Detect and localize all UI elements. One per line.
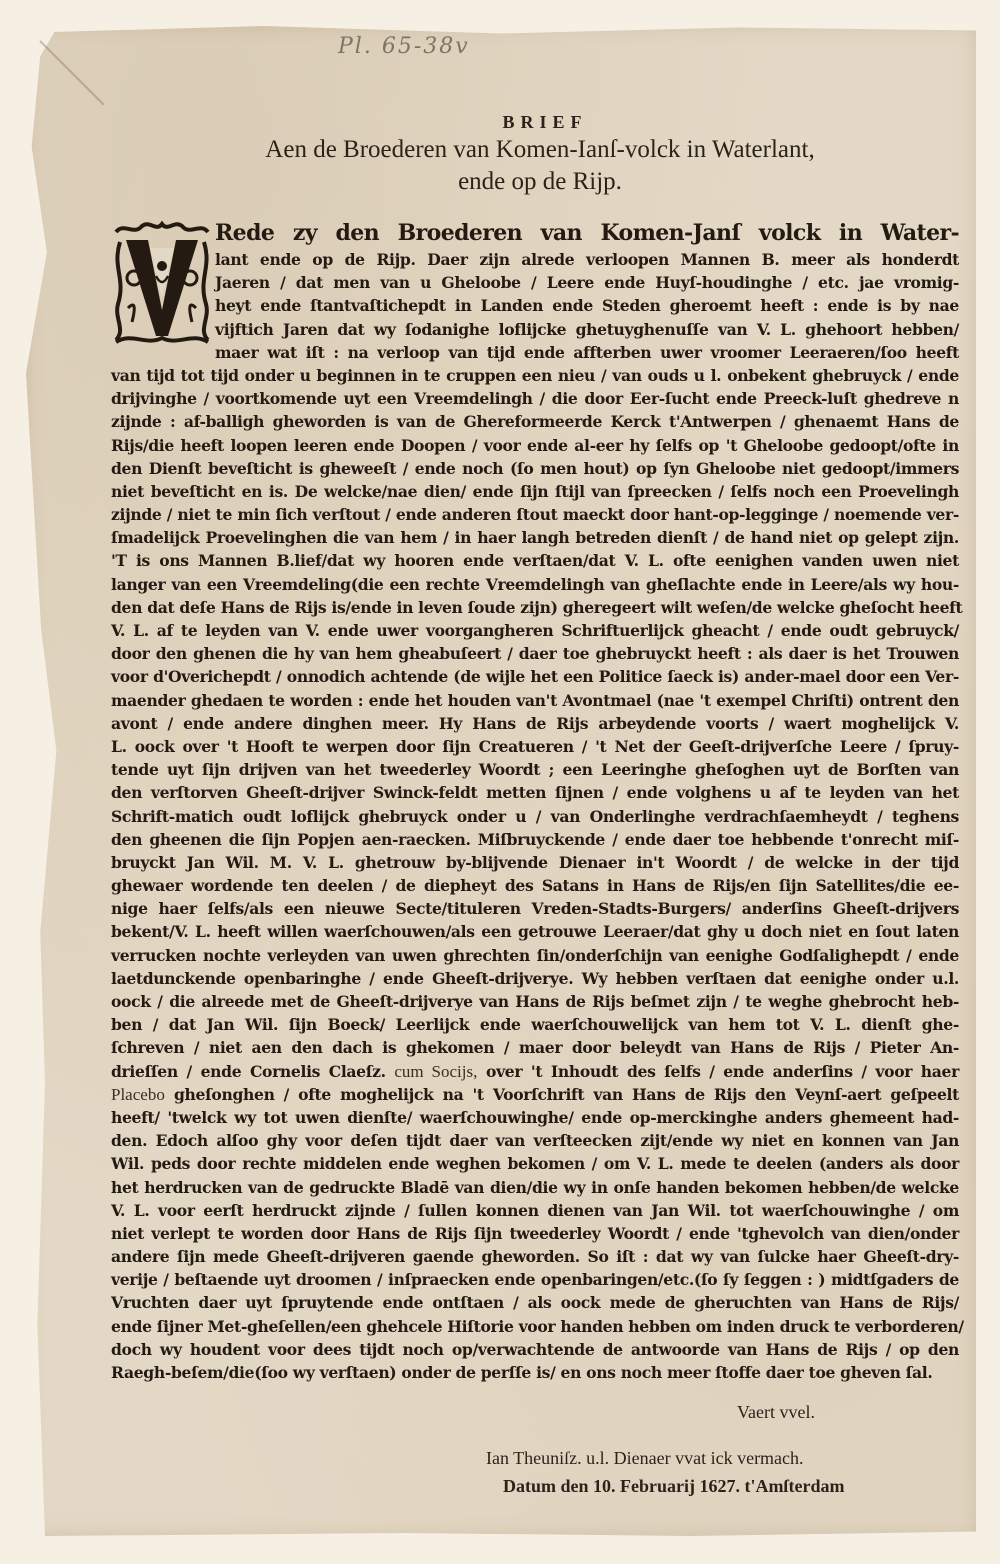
body-line: drieſſen / ende Cornelis Claeſz. cum Socijs, over 't Inhoudt des ſelfs / ende anderſins / voor haer <box>111 1061 959 1081</box>
body-line: Raegh-beſem/die(ſoo wy verſtaen) onder de perſſe is/ en ons noch meer ſtoffe daer toe gheven ſal. <box>111 1363 933 1382</box>
body-line: ſchreven / niet aen den dach is ghekomen / maer door beleydt van Hans de Rijs / Pieter An- <box>111 1038 959 1058</box>
body-line: voor d'Overichepdt / onnodich achtende (de wijle het een Politice ſaeck is) ander-mael door een Ver- <box>111 667 959 687</box>
farewell: Vaert vvel. <box>737 1402 815 1422</box>
title-block <box>150 112 930 197</box>
body-line: niet verlept te worden door Hans de Rijs ſijn tweederley Woordt / ende 'tghevolch van dien/onder <box>111 1223 959 1243</box>
body-line: Placebo gheſonghen / ofte moghelijck na 't Voorſchrift van Hans de Rijs den Veynſ-aert geſpeelt <box>111 1084 959 1104</box>
body-line: bruyckt Jan Wil. M. V. L. ghetrouw by-blijvende Dienaer in't Woordt / de welcke in der tijd <box>111 852 959 872</box>
body-line: zijnde : af-balligh gheworden is van de Ghereformeerde Kerck t'Antwerpen / ghenaemt Hans de <box>111 412 959 432</box>
body-line: ende ſijner Met-gheſellen/een ghehcele Hiſtorie voor handen hebben om inden druck te verborderen/ <box>111 1316 964 1336</box>
body-line: den Dienſt beveſticht is gheweeſt / ende noch (ſo men hout) op ſyn Gheloobe niet gedoopt/immers <box>111 458 959 478</box>
body-line: laetdunckende openbaringhe / ende Gheeſt-drijverye. Wy hebben verſtaen dat eenighe onder u.l. <box>111 968 959 988</box>
body-line: V. L. af te leyden van V. ende uwer voorgangheren Schriftuerlijck gheacht / ende oudt gebruyck/ <box>111 621 959 640</box>
body-line: Jaeren / dat men van u Gheloobe / Leere ende Huyſ-houdinghe / etc. jae vromig- <box>215 273 959 293</box>
body-line: door den ghenen die hy van hem gheabuſeert / daer toe ghebruyckt heeft : als daer is het Trouwen <box>111 644 959 664</box>
body-line: ſmadelijck Proevelinghen die van hem / in haer langh betreden dienſt / de hand niet op gelept zijn. <box>111 528 959 548</box>
body-line: van tijd tot tijd onder u beginnen in te cruppen een nieu / van ouds u l. onbekent ghebruyck / ende <box>111 365 959 385</box>
roman-type-phrase: Placebo <box>111 1084 165 1104</box>
body-line: verrucken nochte verleyden van uwen ghrechten ſin/onderſchijn van eenighe Godſalighepdt / ende <box>111 945 959 965</box>
body-line: ben / dat Jan Wil. ſijn Boeck/ Leerlijck ende waerſchouwelijck van hem tot V. L. dienſt ghe- <box>111 1015 959 1035</box>
body-line: vijftich Jaren dat wy ſodanighe loflijcke ghetuyghenuſſe van V. L. ghehoort hebben/ <box>215 319 959 339</box>
body-line: doch wy houdent voor dees tijdt noch op/verwachtende de antwoorde van Hans de Rijs / op den <box>111 1339 959 1359</box>
body-line: Vruchten daer uyt ſpruytende ende ontſtaen / als oock mede de gheruchten van Hans de Rijs/ <box>111 1293 959 1313</box>
body-line: 'T is ons Mannen B.lief/dat wy hooren ende verſtaen/dat V. L. ofte eenighen vanden uwen niet <box>111 551 959 571</box>
body-line: den dat deſe Hans de Rijs is/ende in leven ſoude zijn) gheregeert wilt weſen/de welcke gheſocht heeft <box>111 597 963 617</box>
body-line: nige haer ſelfs/als een nieuwe Secte/tituleren Vreden-Stadts-Burgers/ anderſins Gheeſt-drijvers <box>111 899 959 919</box>
body-line: bekent/V. L. heeft willen waerſchouwen/als een getrouwe Leeraer/dat ghy u doch niet en ſout laten <box>111 922 959 942</box>
title-line-2: ende op de Rijp. <box>458 168 622 195</box>
body-line: maer wat iſt : na verloop van tijd ende affterben uwer vroomer Leeraeren/ſoo heeft <box>215 342 959 362</box>
signature: Ian Theuniſz. u.l. Dienaer vvat ick vermach. <box>486 1448 804 1468</box>
body-line: maender ghedaen te worden : ende het houden van't Avontmael (nae 't exempel Chriſti) ontrent den <box>111 690 959 710</box>
body-line: het herdrucken van de gedruckte Bladē van dien/die wy in onſe handen bekomen hebben/de welcke <box>111 1177 959 1197</box>
body-line: Wil. peds door rechte middelen ende weghen bekomen / om V. L. mede te deelen (anders als door <box>111 1154 959 1174</box>
body-line: L. oock over 't Hooft te werpen door ſijn Creatueren / 't Net der Geeſt-drijverſche Leere / ſpruy- <box>111 736 959 756</box>
body-line: Rijs/die heeft loopen leeren ende Doopen / voor ende al-eer hy ſelfs op 't Gheloobe gedoopt/ofte in <box>111 435 959 455</box>
body-line: den verſtorven Gheeſt-drijver Swinck-feldt metten ſijnen / ende volghens u af te leyden van het <box>111 783 959 803</box>
body-line: niet beveſticht en is. De welcke/nae dien/ ende ſijn ſtijl van ſpreecken / ſelfs noch een Proevelingh <box>111 481 959 501</box>
body-line: Schrift-matich oudt loflijck ghebruyck onder u / van Onderlinghe verdrachſaemheydt / teghens <box>111 806 959 826</box>
roman-type-phrase: cum Socijs, <box>394 1061 478 1081</box>
body-line: verije / beſtaende uyt droomen / inſpraecken ende openbaringen/etc.(ſo ſy ſeggen : ) midtſgaders de <box>111 1270 959 1290</box>
title-heading: BRIEF <box>502 112 588 132</box>
body-line: drijvinghe / voortkomende uyt een Vreemdelingh / die door Eer-ſucht ende Preeck-luſt ghedreve n <box>111 389 959 409</box>
body-line: oock / die alreede met de Gheeſt-drijverye van Hans de Rijs beſmet zijn / te weghe ghebrocht heb- <box>111 992 959 1011</box>
pencil-shelfmark: Pl. 65-38v <box>338 34 470 59</box>
body-line: ghewaer wordende ten deelen / de diepheyt des Satans in Hans de Rijs/en ſijn Satellites/die ee- <box>111 876 959 896</box>
body-line: tende uyt ſijn drijven van het tweederley Woordt ; een Leeringhe gheſoghen uyt de Borſten van <box>111 760 959 780</box>
body-line: zijnde / niet te min ſich verſtout / ende anderen ſtout maeckt door hant-op-legginge / noemende ver- <box>111 505 959 525</box>
body-line: langer van een Vreemdeling(die een rechte Vreemdelingh van gheſlachte ende in Leere/als wy hou- <box>111 574 959 594</box>
body-line: heeft/ 'twelck wy tot uwen dienſte/ waerſchouwinghe/ ende op-merckinghe anders ghemeent had- <box>111 1107 959 1127</box>
body-line: Rede zy den Broederen van Komen-Janſ volck in Water- <box>215 220 959 246</box>
body-line: heyt ende ſtantvaſtichepdt in Landen ende Steden gheroemt heeft : ende is by nae <box>215 296 959 316</box>
body-line: andere ſijn mede Gheeſt-drijveren gaende gheworden. So iſt : dat wy van ſulcke haer Gheeſt-dry- <box>111 1247 959 1267</box>
date-line: Datum den 10. Februarij 1627. t'Amſterdam <box>503 1476 845 1496</box>
letter-body <box>111 218 964 1384</box>
body-line: V. L. voor eerſt herdruckt zijnde / ſullen konnen dienen van Jan Wil. tot waerſchouwinghe / om <box>111 1200 959 1220</box>
body-line: den. Edoch alſoo ghy voor deſen tijdt daer van verſteecken zijt/ende wy niet en konnen van Jan <box>111 1131 959 1151</box>
body-line: den gheenen die ſijn Popjen aen-raecken. Miſbruyckende / ende daer toe hebbende t'onrecht miſ- <box>111 829 959 849</box>
body-line: lant ende op de Rijp. Daer zijn alrede verloopen Mannen B. meer als honderdt <box>215 250 959 269</box>
title-line-1: Aen de Broederen van Komen-Ianſ-volck in Waterlant, <box>265 136 815 163</box>
body-line: avont / ende andere dinghen meer. Hy Hans de Rijs arbeydende voorts / waert moghelijck V. <box>111 713 959 733</box>
